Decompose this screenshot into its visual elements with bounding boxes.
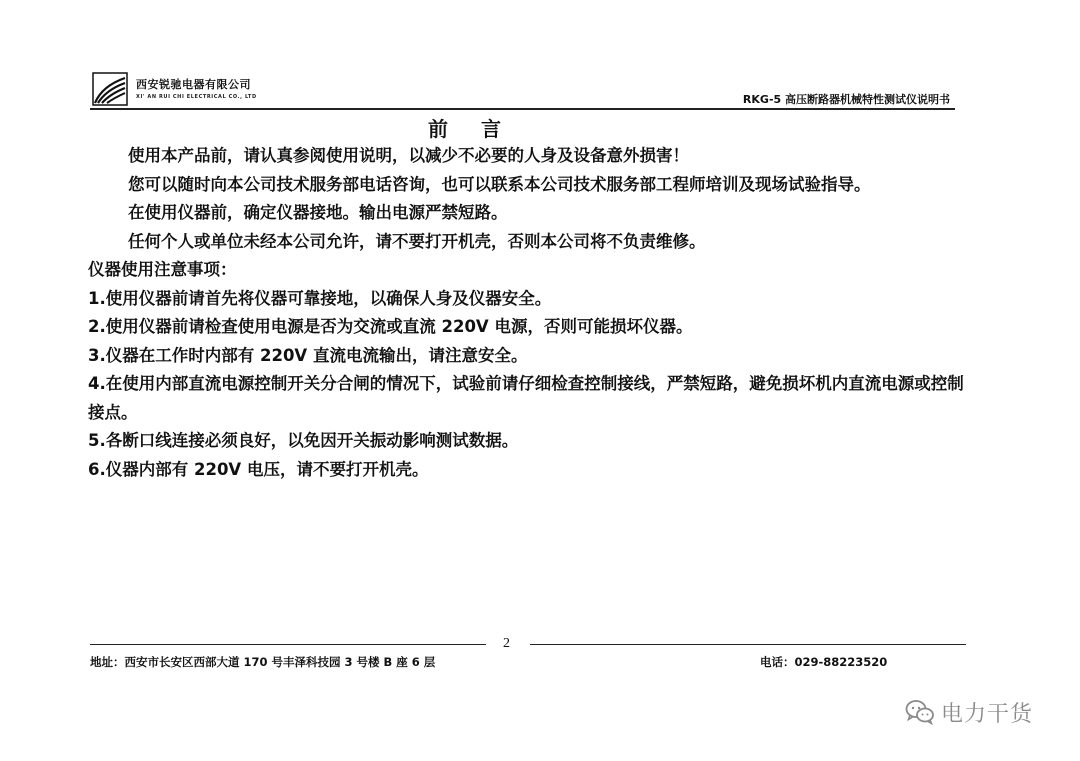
notice-item: 2.使用仪器前请检查使用电源是否为交流或直流 220V 电源，否则可能损坏仪器。 <box>88 317 693 336</box>
header-divider <box>90 108 955 110</box>
notice-heading: 仪器使用注意事项： <box>88 260 237 279</box>
notice-item: 5.各断口线连接必须良好，以免因开关振动影响测试数据。 <box>88 431 519 450</box>
footer-divider-right <box>530 644 966 645</box>
notice-item: 3.仪器在工作时内部有 220V 直流电流输出，请注意安全。 <box>88 345 528 365</box>
notice-item: 1.使用仪器前请首先将仪器可靠接地，以确保人身及仪器安全。 <box>88 288 552 308</box>
footer-address: 地址：西安市长安区西部大道 170 号丰泽科技园 3 号楼 B 座 6 层 <box>90 655 436 669</box>
document-title: RKG-5 高压断路器机械特性测试仪说明书 <box>742 93 950 106</box>
page-header <box>0 0 1080 110</box>
intro-paragraph: 在使用仪器前，确定仪器接地。输出电源严禁短路。 <box>128 203 508 222</box>
footer-phone: 电话：029-88223520 <box>760 655 888 669</box>
section-title: 前 言 <box>428 117 514 141</box>
document-body <box>88 142 988 484</box>
wechat-icon <box>905 699 935 725</box>
watermark-text: 电力干货 <box>941 701 1034 727</box>
page-number: 2 <box>503 636 510 651</box>
intro-paragraph: 任何个人或单位未经本公司允许，请不要打开机壳，否则本公司将不负责维修。 <box>128 231 706 251</box>
footer-divider-left <box>90 644 486 645</box>
intro-paragraph: 您可以随时向本公司技术服务部电话咨询，也可以联系本公司技术服务部工程师培训及现场试验指导。 <box>128 174 871 194</box>
company-name-en: XI' AN RUI CHI ELECTRICAL CO., LTD <box>136 94 257 100</box>
company-name-cn: 西安锐驰电器有限公司 <box>136 78 251 91</box>
watermark <box>905 697 1033 727</box>
intro-paragraph: 使用本产品前，请认真参阅使用说明，以减少不必要的人身及设备意外损害！ <box>128 146 689 165</box>
company-logo <box>92 72 292 112</box>
logo-icon <box>92 72 130 108</box>
notice-item: 6.仪器内部有 220V 电压，请不要打开机壳。 <box>88 459 429 479</box>
notice-item: 4.在使用内部直流电源控制开关分合闸的情况下，试验前请仔细检查控制接线，严禁短路，避免损坏机内直流电源或控制接点。 <box>88 374 964 422</box>
